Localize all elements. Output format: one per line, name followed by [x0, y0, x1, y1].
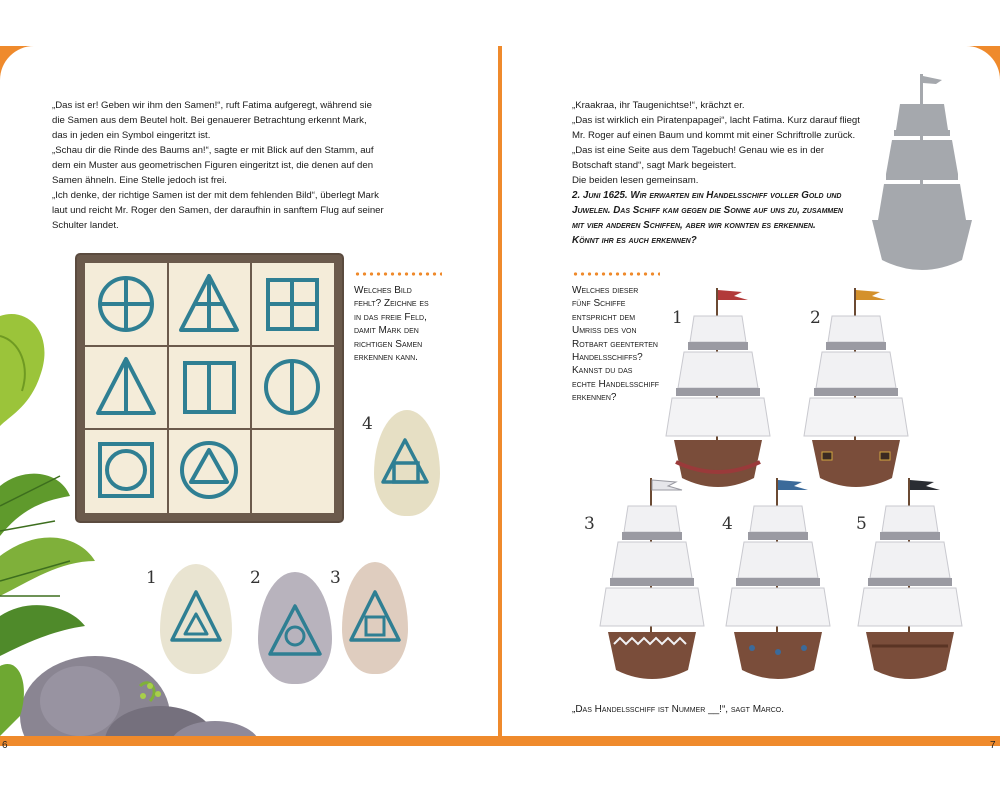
triangle-square-symbol [374, 410, 440, 516]
answer-line: „Das Handelsschiff ist Nummer __!“, sagt Marco. [572, 704, 785, 715]
ship-2[interactable] [800, 286, 912, 494]
right-text-line: Mr. Roger auf einen Baum und kommt mit einer Schriftrolle zurück. [572, 130, 856, 141]
task-line: Kannst du das [572, 365, 633, 377]
seed-1[interactable] [160, 564, 232, 674]
left-text-line: „Schau dir die Rinde des Baums an!“, sagte er mit Blick auf den Stamm, auf [52, 145, 374, 156]
triangle-circle-symbol [258, 572, 332, 684]
left-story-text [52, 98, 452, 233]
task-line: fehlt? Zeichne es [354, 298, 429, 310]
ship-1[interactable] [662, 286, 774, 494]
square-cross-symbol [252, 264, 333, 345]
task-line: Rotbart geenterten [572, 338, 658, 350]
left-text-line: die Samen aus dem Beutel holt. Bei genauerer Betrachtung erkennt Mark, [52, 115, 367, 126]
task-line: damit Mark den [354, 325, 419, 337]
right-text-line: „Das ist wirklich ein Piratenpapagei“, lacht Fatima. Kurz darauf fliegt [572, 115, 860, 126]
diary-line: 2. Juni 1625. Wir erwarten ein Handelsschiff voller Gold und [572, 190, 842, 201]
ship-4[interactable] [722, 476, 834, 688]
left-text-line: Samen ähneln. Eine Stelle jedoch ist frei. [52, 175, 227, 186]
tree-bark-symbol-grid [77, 255, 342, 521]
left-text-line: Schulter landet. [52, 220, 119, 231]
ship-number: 5 [856, 514, 867, 534]
right-text-line: „Kraakraa, ihr Taugenichtse!“, krächzt er. [572, 100, 745, 111]
right-story-text [572, 98, 892, 248]
triangle-line-symbol [86, 347, 167, 428]
ship-number: 3 [584, 514, 595, 534]
right-text-line: „Das ist eine Seite aus dem Tagebuch! Genau wie es in der [572, 145, 825, 156]
square-line-symbol [169, 347, 250, 428]
grid-inner [85, 263, 334, 513]
ship-number: 1 [672, 308, 683, 328]
seed-number: 1 [146, 568, 157, 588]
circle-triangle-symbol [169, 430, 250, 511]
task-line: erkennen? [572, 392, 617, 404]
merchant-ship-silhouette [872, 70, 972, 286]
seed-number: 3 [330, 568, 341, 588]
seed-2[interactable] [258, 572, 332, 684]
ship-3[interactable] [596, 476, 708, 688]
empty-grid-cell[interactable] [252, 430, 333, 511]
triangle-triangle-symbol [160, 564, 232, 674]
left-text-line: dem ein Muster aus geometrischen Figuren eingeritzt ist, die denen auf den [52, 160, 374, 171]
task-line: Umriss des von [572, 325, 637, 337]
right-page [502, 46, 1000, 736]
left-task-text [354, 284, 464, 364]
right-text-line: Die beiden lesen gemeinsam. [572, 175, 699, 186]
circle-cross-symbol [86, 264, 167, 345]
dotted-divider [572, 272, 660, 276]
seed-3[interactable] [342, 562, 408, 674]
task-line: in das freie Feld, [354, 311, 427, 323]
task-line: erkennen kann. [354, 352, 418, 364]
page-number-left: 6 [2, 740, 8, 751]
task-line: fünf Schiffe [572, 298, 626, 310]
page-number-right: 7 [990, 740, 996, 751]
task-line: richtigen Samen [354, 338, 423, 350]
task-line: Welches Bild [354, 285, 412, 296]
ship-5[interactable] [854, 476, 966, 688]
ship-number: 4 [722, 514, 733, 534]
left-text-line: „Ich denke, der richtige Samen ist der mit dem fehlenden Bild“, überlegt Mark [52, 190, 379, 201]
left-text-line: laut und reicht Mr. Roger den Samen, der daraufhin in sanftem Flug auf seiner [52, 205, 384, 216]
square-circle-symbol [86, 430, 167, 511]
rocks-illustration [0, 606, 290, 736]
left-page [0, 46, 498, 736]
dotted-divider [354, 272, 442, 276]
left-text-line: das in jeden ein Symbol eingeritzt ist. [52, 130, 211, 141]
diary-line: mit vier anderen Schiffen, aber wir konnten es erkennen. [572, 220, 816, 231]
seed-number: 4 [362, 414, 373, 434]
seed-4[interactable] [374, 410, 440, 516]
seed-number: 2 [250, 568, 261, 588]
task-line: entspricht dem [572, 311, 636, 323]
task-line: Welches dieser [572, 285, 639, 296]
right-text-line: Botschaft stand“, sagt Mark begeistert. [572, 160, 737, 171]
triangle-divided-symbol [169, 264, 250, 345]
ship-number: 2 [810, 308, 821, 328]
circle-line-symbol [252, 347, 333, 428]
diary-line: Juwelen. Das Schiff kam gegen die Sonne auf uns zu, zusammen [572, 205, 843, 216]
task-line: Handelsschiffs? [572, 352, 643, 364]
diary-line: Könnt ihr es auch erkennen? [572, 235, 697, 246]
task-line: echte Handelsschiff [572, 378, 660, 390]
triangle-square-inner-symbol [342, 562, 408, 674]
left-text-line: „Das ist er! Geben wir ihm den Samen!“, ruft Fatima aufgeregt, während sie [52, 100, 372, 111]
